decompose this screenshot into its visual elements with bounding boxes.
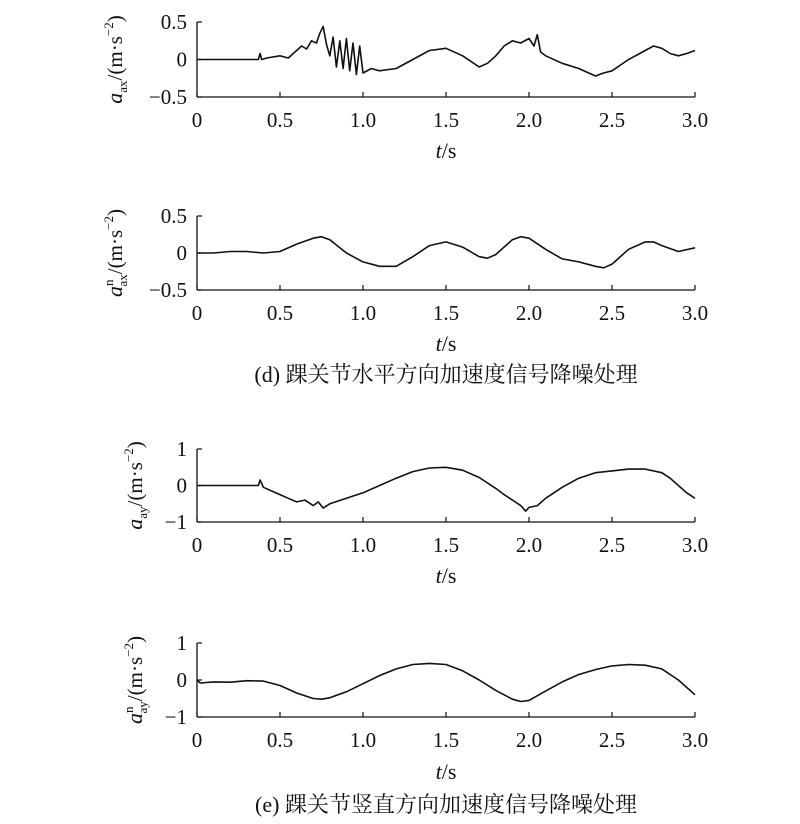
x-tick-label: 0 <box>191 108 203 132</box>
chart-raw-vertical <box>121 437 708 588</box>
y-axis-unit-close: ) <box>103 209 127 217</box>
y-tick-label: −0.5 <box>148 278 187 302</box>
y-axis-sup: n <box>121 706 136 713</box>
y-axis-unit-exp: −2 <box>101 216 116 230</box>
x-tick-label: 3.0 <box>681 301 709 325</box>
y-axis-var: a <box>122 518 147 530</box>
y-axis-sub: ax <box>115 274 130 287</box>
x-tick-label: 1.5 <box>432 108 460 132</box>
x-axis-label <box>436 138 457 163</box>
y-tick-label: 0 <box>176 241 187 265</box>
x-tick-label: 3.0 <box>681 108 709 132</box>
y-tick-label: −0.5 <box>148 85 187 109</box>
x-tick-label: 1.0 <box>349 533 377 557</box>
x-axis-unit: /s <box>441 563 457 588</box>
charts-group <box>101 10 708 784</box>
x-tick-label: 2.0 <box>515 533 543 557</box>
y-tick-label: 0 <box>176 473 187 498</box>
y-tick-label: 0.5 <box>160 10 187 34</box>
x-tick-label: 1.0 <box>349 728 377 752</box>
y-axis-var: a <box>102 92 127 104</box>
x-tick-label: 2.0 <box>515 728 543 752</box>
y-axis-sub: ay <box>135 506 150 519</box>
x-tick-label: 2.5 <box>598 108 626 132</box>
y-tick-label: 1 <box>176 437 187 461</box>
x-tick-label: 3.0 <box>681 533 709 557</box>
y-axis-label <box>101 209 130 297</box>
y-tick-label: 0.5 <box>160 204 187 228</box>
y-axis-var: a <box>122 712 147 724</box>
y-axis-unit-close: ) <box>123 636 147 644</box>
y-axis-unit: /(m·s <box>103 229 127 275</box>
caption-d: (d) 踝关节水平方向加速度信号降噪处理 <box>254 362 638 387</box>
caption-e: (e) 踝关节竖直方向加速度信号降噪处理 <box>255 792 637 817</box>
y-tick-label: 0 <box>176 47 187 72</box>
y-axis-unit: /(m·s <box>123 462 147 507</box>
y-axis-unit-exp: −2 <box>121 643 136 657</box>
x-axis-unit: /s <box>441 331 457 356</box>
x-tick-label: 2.0 <box>515 301 543 325</box>
x-tick-label: 0.5 <box>266 728 294 752</box>
x-axis-var: t <box>435 138 442 163</box>
x-tick-label: 1.5 <box>432 728 460 752</box>
x-tick-label: 0.5 <box>266 533 294 557</box>
x-axis-label <box>436 563 457 588</box>
x-tick-label: 1.5 <box>432 533 460 557</box>
y-axis-label <box>121 636 150 724</box>
x-tick-label: 2.5 <box>598 533 626 557</box>
chart-raw-horizontal <box>101 10 708 163</box>
x-axis-unit: /s <box>441 759 457 784</box>
x-tick-label: 1.5 <box>432 301 460 325</box>
x-tick-label: 2.5 <box>598 301 626 325</box>
y-axis-sup: n <box>101 279 116 286</box>
y-tick-label: −1 <box>164 705 187 729</box>
x-tick-label: 0.5 <box>266 301 294 325</box>
x-tick-label: 0 <box>191 728 203 752</box>
series-line <box>197 237 695 268</box>
y-axis-unit-exp: −2 <box>101 22 116 37</box>
x-tick-label: 1.0 <box>349 301 377 325</box>
x-axis-var: t <box>435 759 442 784</box>
y-axis-unit-exp: −2 <box>121 448 136 463</box>
x-tick-label: 3.0 <box>681 728 709 752</box>
series-line <box>197 663 695 701</box>
x-axis-label <box>436 759 457 784</box>
y-axis-label <box>101 15 130 103</box>
y-axis-unit-close: ) <box>103 15 127 23</box>
series-line <box>197 467 695 511</box>
y-tick-label: −1 <box>164 510 187 534</box>
x-axis-var: t <box>435 331 442 356</box>
series-line <box>197 27 695 77</box>
x-tick-label: 2.0 <box>515 108 543 132</box>
x-tick-label: 2.5 <box>598 728 626 752</box>
x-tick-label: 0 <box>191 533 203 557</box>
x-axis-unit: /s <box>441 138 457 163</box>
y-tick-label: 1 <box>176 631 187 655</box>
y-axis-sub: ay <box>135 701 150 714</box>
x-tick-label: 0.5 <box>266 108 294 132</box>
y-axis-var: a <box>102 285 127 297</box>
y-axis-label <box>121 441 150 529</box>
x-axis-var: t <box>435 563 442 588</box>
y-axis-sub: ax <box>115 80 130 93</box>
y-axis-unit-close: ) <box>123 441 147 449</box>
x-tick-label: 1.0 <box>349 108 377 132</box>
x-axis-label <box>436 331 457 356</box>
chart-denoised-vertical <box>121 631 708 784</box>
y-tick-label: 0 <box>176 668 187 692</box>
chart-denoised-horizontal <box>101 204 708 356</box>
y-axis-unit: /(m·s <box>123 656 147 702</box>
x-tick-label: 0 <box>191 301 203 325</box>
y-axis-unit: /(m·s <box>103 36 127 81</box>
